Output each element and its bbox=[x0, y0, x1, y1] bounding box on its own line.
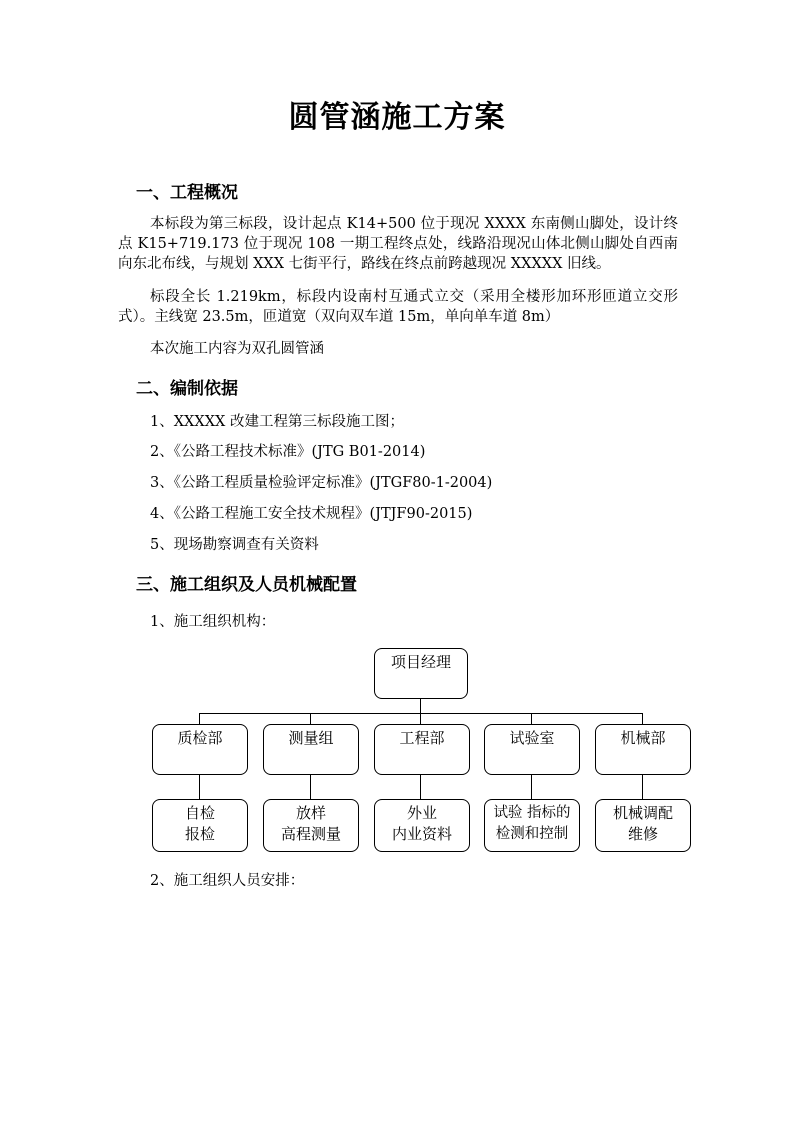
org-node-department bbox=[374, 724, 470, 775]
connector-line bbox=[420, 713, 421, 724]
overview-paragraph-1: 本标段为第三标段，设计起点 K14+500 位于现况 XXXX 东南侧山脚处，设计终点 K15+719.173 位于现况 108 一期工程终点处，线路沿现况山体北侧山脚处自西南向东北布线，与规划 XXX 七街平行，路线在终点前跨越现况 XXXXX 旧线。 bbox=[118, 216, 678, 272]
org-duty-line: 自检 bbox=[184, 804, 215, 822]
basis-item: 5、现场勘察调查有关资料 bbox=[150, 537, 319, 553]
org-node-department bbox=[484, 724, 580, 775]
connector-line bbox=[642, 713, 643, 724]
basis-item: 3、《公路工程质量检验评定标准》(JTGF80-1-2004) bbox=[150, 475, 493, 491]
basis-item: 2、《公路工程技术标准》(JTG B01-2014) bbox=[150, 444, 426, 460]
org-duty-line: 内业资料 bbox=[391, 825, 452, 843]
org-node-manager bbox=[374, 648, 468, 699]
org-node-duty bbox=[263, 799, 359, 852]
organization-item-structure: 1、施工组织机构： bbox=[150, 614, 276, 630]
org-node-department bbox=[263, 724, 359, 775]
connector-line bbox=[420, 699, 421, 713]
org-node-label: 机械部 bbox=[620, 729, 666, 747]
org-node-department bbox=[595, 724, 691, 775]
org-duty-line: 检测和控制 bbox=[495, 826, 569, 842]
connector-line bbox=[420, 775, 421, 799]
connector-line bbox=[310, 713, 311, 724]
connector-line bbox=[531, 713, 532, 724]
org-node-duty bbox=[595, 799, 691, 852]
overview-paragraph-3: 本次施工内容为双孔圆管涵 bbox=[150, 341, 324, 357]
org-node-label: 质检部 bbox=[177, 729, 223, 747]
org-node-duty bbox=[484, 799, 580, 852]
org-node-duty bbox=[152, 799, 248, 852]
overview-paragraph-2: 标段全长 1.219km，标段内设南村互通式立交（采用全楼形加环形匝道立交形式）。主线宽 23.5m，匝道宽（双向双车道 15m，单向单车道 8m） bbox=[118, 289, 678, 325]
connector-line bbox=[531, 775, 532, 799]
org-node-label: 测量组 bbox=[288, 729, 334, 747]
org-duty-line: 维修 bbox=[627, 825, 658, 843]
organization-item-staffing: 2、施工组织人员安排： bbox=[150, 873, 305, 889]
org-node-department bbox=[152, 724, 248, 775]
org-node-label: 项目经理 bbox=[390, 653, 451, 671]
org-node-label: 工程部 bbox=[399, 729, 445, 747]
connector-line bbox=[310, 775, 311, 799]
connector-line bbox=[642, 775, 643, 799]
org-duty-line: 机械调配 bbox=[612, 804, 673, 822]
connector-line bbox=[199, 775, 200, 799]
section-heading-basis: 二、编制依据 bbox=[136, 379, 238, 399]
connector-line bbox=[199, 713, 200, 724]
section-heading-organization: 三、施工组织及人员机械配置 bbox=[136, 575, 357, 595]
org-node-duty bbox=[374, 799, 470, 852]
org-duty-line: 放样 bbox=[295, 804, 326, 822]
section-heading-overview: 一、工程概况 bbox=[136, 183, 238, 203]
basis-item: 1、XXXXX 改建工程第三标段施工图； bbox=[150, 414, 404, 430]
org-duty-line: 外业 bbox=[406, 804, 437, 822]
basis-item: 4、《公路工程施工安全技术规程》(JTJF90-2015) bbox=[150, 506, 473, 522]
org-duty-line: 报检 bbox=[184, 825, 215, 843]
document-title: 圆管涵施工方案 bbox=[288, 100, 506, 135]
org-node-label: 试验室 bbox=[509, 729, 555, 747]
org-duty-line: 高程测量 bbox=[280, 825, 341, 843]
org-duty-line: 试验 指标的 bbox=[493, 805, 571, 821]
